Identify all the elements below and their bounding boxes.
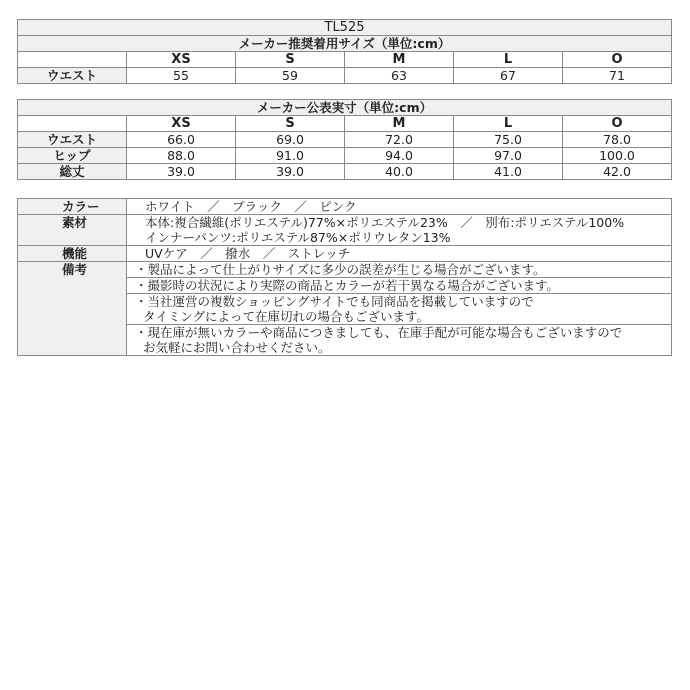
- table-cell: 39.0: [127, 164, 236, 180]
- size-label: O: [563, 52, 672, 68]
- table-cell: 63: [345, 68, 454, 84]
- size-label: XS: [127, 52, 236, 68]
- material-line: 本体:複合繊維(ポリエステル)77%×ポリエステル23% ／ 別布:ポリエステル100%: [145, 215, 625, 230]
- size-label: S: [236, 52, 345, 68]
- material-line: インナーパンツ:ポリエステル87%×ポリウレタン13%: [145, 230, 451, 245]
- row-label: ウエスト: [18, 132, 127, 148]
- table-cell: 100.0: [563, 148, 672, 164]
- size-header-row: [18, 116, 672, 132]
- table-cell: 66.0: [127, 132, 236, 148]
- spec-label: 備考: [18, 262, 127, 356]
- note-item: [127, 262, 672, 278]
- table-row: [18, 164, 672, 180]
- size-label: XS: [127, 116, 236, 132]
- size-label: M: [345, 116, 454, 132]
- size-label: L: [454, 52, 563, 68]
- note-line: ・製品によって仕上がりサイズに多少の誤差が生じる場合がございます。: [135, 262, 546, 277]
- recommended-size-heading: メーカー推奨着用サイズ（単位:cm）: [18, 36, 672, 52]
- spec-row-color: [18, 199, 672, 215]
- size-label: M: [345, 52, 454, 68]
- note-line: タイミングによって在庫切れの場合もございます。: [143, 309, 430, 324]
- table-row: [18, 148, 672, 164]
- table-cell: 42.0: [563, 164, 672, 180]
- spec-label: 機能: [18, 246, 127, 262]
- spec-label: カラー: [18, 199, 127, 215]
- product-spec-table: [17, 198, 672, 356]
- table-cell: 88.0: [127, 148, 236, 164]
- recommended-size-table: [17, 19, 672, 84]
- corner-cell: [18, 116, 127, 132]
- actual-measurement-heading: メーカー公表実寸（単位:cm）: [18, 100, 672, 116]
- table-row: [18, 68, 672, 84]
- table-cell: 72.0: [345, 132, 454, 148]
- note-item: [127, 278, 672, 294]
- note-item: [127, 325, 672, 356]
- table-cell: 97.0: [454, 148, 563, 164]
- table-row: [18, 132, 672, 148]
- spec-value-function: UVケア ／ 撥水 ／ ストレッチ: [127, 246, 672, 262]
- size-label: S: [236, 116, 345, 132]
- size-label: O: [563, 116, 672, 132]
- spec-value-color: ホワイト ／ ブラック ／ ピンク: [127, 199, 672, 215]
- table-cell: 75.0: [454, 132, 563, 148]
- note-line: ・当社運営の複数ショッピングサイトでも同商品を掲載していますので: [135, 294, 534, 309]
- table-cell: 78.0: [563, 132, 672, 148]
- spec-value-material: [127, 215, 672, 246]
- spec-label: 素材: [18, 215, 127, 246]
- table-cell: 41.0: [454, 164, 563, 180]
- table-cell: 55: [127, 68, 236, 84]
- size-header-row: [18, 52, 672, 68]
- table-cell: 40.0: [345, 164, 454, 180]
- table-cell: 71: [563, 68, 672, 84]
- spec-row-function: [18, 246, 672, 262]
- table-cell: 39.0: [236, 164, 345, 180]
- spec-row-notes: [18, 262, 672, 278]
- corner-cell: [18, 52, 127, 68]
- row-label: 総丈: [18, 164, 127, 180]
- actual-measurement-table: [17, 99, 672, 180]
- row-label: ウエスト: [18, 68, 127, 84]
- table-cell: 94.0: [345, 148, 454, 164]
- product-code: TL525: [18, 20, 672, 36]
- table-cell: 69.0: [236, 132, 345, 148]
- table-cell: 67: [454, 68, 563, 84]
- note-line: ・撮影時の状況により実際の商品とカラーが若干異なる場合がございます。: [135, 278, 560, 293]
- size-label: L: [454, 116, 563, 132]
- table-cell: 91.0: [236, 148, 345, 164]
- note-item: [127, 294, 672, 325]
- note-line: お気軽にお問い合わせください。: [143, 340, 331, 355]
- spec-row-material: [18, 215, 672, 246]
- table-cell: 59: [236, 68, 345, 84]
- note-line: ・現在庫が無いカラーや商品につきましても、在庫手配が可能な場合もございますので: [135, 325, 623, 340]
- row-label: ヒップ: [18, 148, 127, 164]
